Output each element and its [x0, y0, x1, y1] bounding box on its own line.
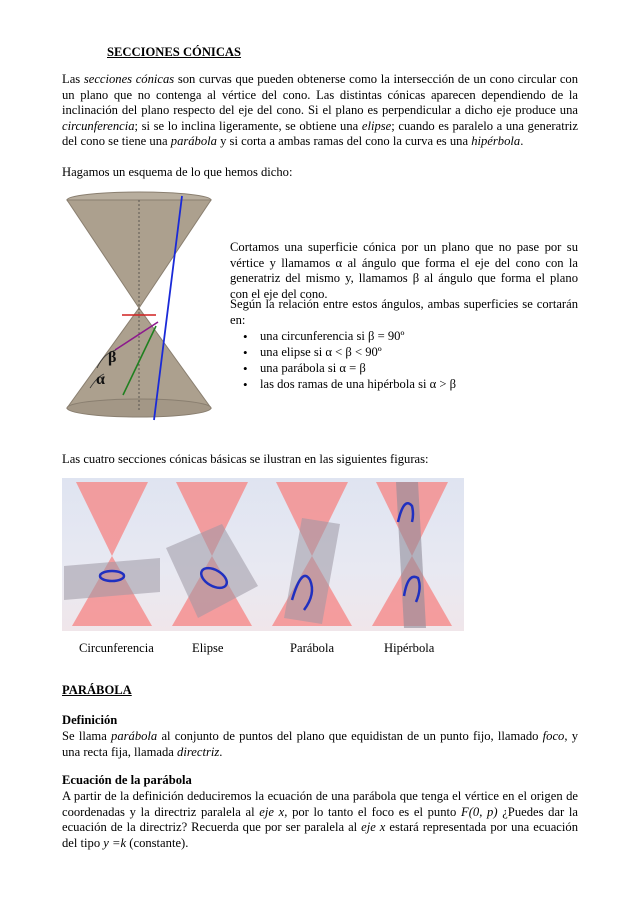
def-directriz-term: directriz [177, 744, 220, 759]
equation-heading: Ecuación de la parábola [62, 773, 192, 787]
beta-label: β [108, 349, 117, 366]
figure1-description: Cortamos una superficie cónica por un plano que no pase por su vértice y llamamos α al ángulo que forma el eje del cono con la generatriz del mismo y, llamamos β al ángulo que forma el plano con el eje del cono. [230, 240, 578, 301]
caption-parabola: Parábola [290, 641, 335, 655]
intro-paragraph [62, 72, 578, 150]
intro-text-3: ; cuando es paralelo a una generatriz del cono se tiene una [62, 118, 578, 149]
def-text-c: , y una recta fija, llamada [62, 729, 579, 759]
eq-ejex-term-2: eje x [361, 820, 386, 835]
intro-secciones-term: secciones cónicas [83, 72, 175, 86]
intro-elipse-term: elipse [361, 118, 392, 133]
intro-circunferencia-term: circunferencia [62, 118, 135, 133]
intro-text-1: son curvas que pueden obtenerse como la intersección de un cono circular con un plano que no contenga al vértice del cono. Las distintas cónicas aparecen dependiendo de la inclinación del plano respecto del eje del cono. Si el plano es perpendicular a dicho eje produce una [62, 72, 579, 118]
def-foco-term: foco [542, 729, 565, 743]
equation-paragraph [62, 789, 578, 851]
intro-hiperbola-term: hipérbola [471, 134, 521, 149]
eq-ejex-term: eje x [259, 804, 285, 819]
intro-parabola-term: parábola [170, 134, 217, 149]
intro-text-2: ; si se lo inclina ligeramente, se obtiene una [134, 118, 359, 133]
conic-sections-strip [62, 478, 464, 631]
eq-text-d: estará representada por una ecuación del tipo [62, 820, 578, 850]
circle-section-image [62, 478, 162, 631]
def-text-a: Se llama [62, 729, 107, 743]
eq-text-a: A partir de la definición deduciremos la ecuación de una parábola que tenga el vértice en el origen de coordenadas y la directriz paralela al [62, 789, 578, 819]
intro-scheme-line: Hagamos un esquema de lo que hemos dicho: [62, 165, 293, 179]
eq-text-b: , por lo tanto el foco es el punto [284, 804, 457, 819]
def-text-d: . [219, 744, 223, 759]
cone-diagram [60, 190, 220, 422]
hyperbola-section-image [362, 478, 462, 631]
page-title: SECCIONES CÓNICAS [107, 45, 242, 59]
caption-circunferencia: Circunferencia [79, 641, 154, 655]
def-parabola-term: parábola [111, 729, 158, 743]
parabola-section-title: PARÁBOLA [62, 683, 132, 697]
caption-hiperbola: Hipérbola [384, 641, 435, 655]
caption-elipse: Elipse [192, 641, 224, 655]
intro-dot: . [520, 134, 524, 149]
def-text-b: al conjunto de puntos del plano que equidistan de un punto fijo, llamado [161, 729, 539, 743]
list-item: • una elipse si α < β < 90º [230, 345, 578, 361]
four-sections-intro: Las cuatro secciones cónicas básicas se ilustran en las siguientes figuras: [62, 452, 429, 466]
eq-focus-point: F(0, p) [461, 804, 498, 819]
list-item: • una parábola si α = β [230, 361, 578, 377]
intro-las: Las [62, 72, 81, 86]
eq-text-c: ¿Puedes dar la ecuación de la directriz? Recuerda que por ser paralela al [62, 804, 579, 835]
parabola-section-image [262, 478, 362, 631]
intro-text-4: y si corta a ambas ramas del cono la curva es una [220, 134, 469, 149]
alpha-label: α [96, 371, 105, 388]
angle-conditions-list [230, 329, 578, 393]
eq-yk-expression: y =k [103, 835, 127, 850]
ellipse-section-image [162, 478, 262, 631]
eq-text-e: (constante). [129, 835, 189, 850]
definition-heading: Definición [62, 713, 118, 727]
definition-paragraph [62, 729, 578, 760]
list-item: • las dos ramas de una hipérbola si α > β [230, 377, 578, 393]
list-item: • una circunferencia si β = 90º [230, 329, 578, 345]
figure1-relation: Según la relación entre estos ángulos, ambas superficies se cortarán en: [230, 297, 578, 327]
